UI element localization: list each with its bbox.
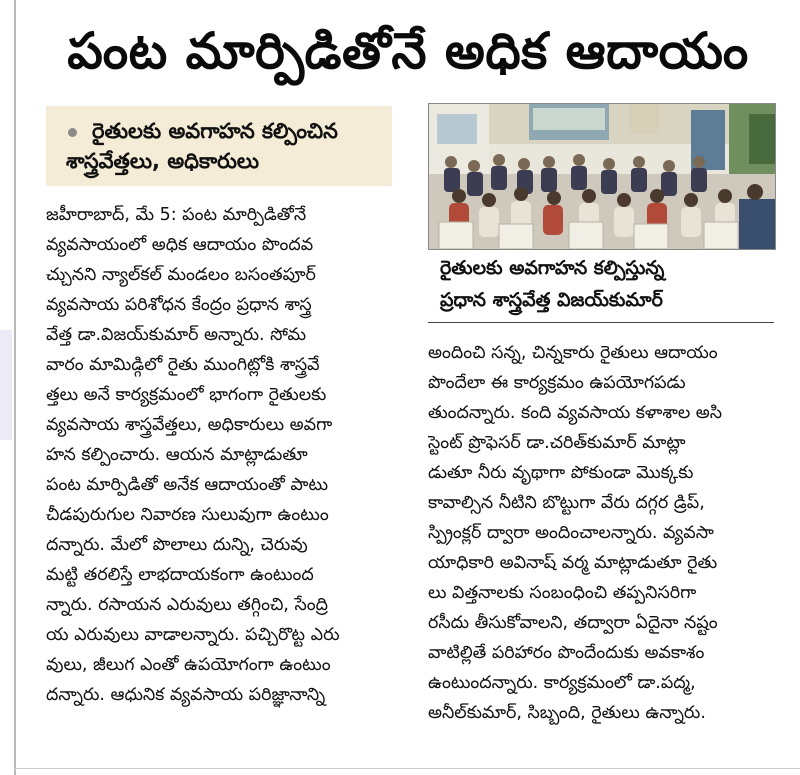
- body-line: దన్నారు. ఆధునిక వ్యవసాయ పరిజ్ఞానాన్ని: [46, 685, 326, 705]
- body-line: రసీదు తీసుకోవాలని, తద్వారా ఏదైనా నష్టం: [428, 613, 718, 633]
- body-line: స్ప్రింక్లర్ ద్వారా అందించాలన్నారు. వ్యవసా: [428, 523, 714, 543]
- bullet-icon: [68, 128, 77, 137]
- body-line: వాటిల్లితే పరిహారం పొందేందుకు అవకాశం: [428, 643, 705, 663]
- body-line: యాధికారి అవినాష్ వర్మ మాట్లాడుతూ రైతు: [428, 553, 718, 573]
- page-margin-tab: [0, 330, 12, 440]
- body-line: లు విత్తనాలకు సంబంధించి తప్పనిసరిగా: [428, 583, 697, 603]
- page-bottom-rule: [14, 768, 800, 769]
- body-line: వారం మామిడ్గిలో రైతు ముంగిట్లోకి శాస్త్రవే: [46, 355, 320, 375]
- body-line: హన కల్పించారు. ఆయన మాట్లాడుతూ: [46, 445, 308, 465]
- body-line: పంట మార్పిడితో అనేక ఆదాయంతో పాటు: [46, 475, 329, 495]
- subhead-line: శాస్త్రవేత్తలు, అధికారులు: [66, 149, 260, 173]
- article-subhead: [46, 106, 392, 186]
- body-line: చ్చునని న్యాల్‌కల్ మండలం బసంతపూర్: [46, 265, 316, 285]
- body-line: కావాల్సిన నీటిని బొట్టుగా వేరు దగ్గర డ్రిప్,: [428, 493, 705, 513]
- body-line: జహీరాబాద్, మే 5: పంట మార్పిడితోనే: [46, 205, 307, 225]
- body-line: డుతూ నీరు వృథాగా పోకుండా మొక్కకు: [428, 463, 694, 483]
- body-line: చీడపురుగుల నివారణ సులువుగా ఉంటుం: [46, 505, 329, 525]
- body-line: స్టెంట్ ప్రొఫెసర్ డా.చరిత్‌కుమార్ మాట్లా: [428, 433, 686, 453]
- subhead-line: రైతులకు అవగాహన కల్పించిన: [92, 119, 338, 143]
- body-line: త్తలు అనే కార్యక్రమంలో భాగంగా రైతులకు: [46, 385, 327, 405]
- article-headline: పంట మార్పిడితోనే అధిక ఆదాయం: [67, 22, 749, 80]
- article-body-right-column: [428, 338, 780, 728]
- body-line: పొందేలా ఈ కార్యక్రమం ఉపయోగపడు: [428, 373, 686, 393]
- body-line: అందించి సన్న, చిన్నకారు రైతులు ఆదాయం: [428, 343, 718, 363]
- body-line: వ్యవసాయ పరిశోధన కేంద్రం ప్రధాన శాస్త్ర: [46, 295, 312, 315]
- body-line: య ఎరువులు వాడాలన్నారు. పచ్చిరొట్ట ఎరు: [46, 625, 340, 645]
- body-line: మట్టి తరలిస్తే లాభదాయకంగా ఉంటుంద: [46, 565, 314, 585]
- article-photo: [428, 103, 776, 250]
- caption-line: రైతులకు అవగాహన కల్పిస్తున్న: [440, 257, 665, 279]
- caption-divider: [428, 322, 774, 323]
- body-line: వులు, జీలుగ ఎంతో ఉపయోగంగా ఉంటుం: [46, 655, 331, 675]
- body-line: వేత్త డా.విజయ్‌కుమార్ అన్నారు. సోమ: [46, 325, 306, 345]
- article-body-left-column: [46, 200, 410, 710]
- body-line: అనీల్‌కుమార్, సిబ్బంది, రైతులు ఉన్నారు.: [428, 703, 706, 723]
- photo-caption: [440, 252, 770, 322]
- body-line: దన్నారు. మేలో పొలాలు దున్ని, చెరువు: [46, 535, 308, 555]
- page-margin-rule: [14, 0, 16, 775]
- body-line: న్నారు. రసాయన ఎరువులు తగ్గించి, సేంద్రి: [46, 595, 329, 615]
- body-line: వ్యవసాయంలో అధిక ఆదాయం పొందవ: [46, 235, 314, 255]
- farmers-meeting-photo: [429, 104, 775, 249]
- body-line: తుందన్నారు. కంది వ్యవసాయ కళాశాల అసి: [428, 403, 723, 423]
- body-line: ఉంటుందన్నారు. కార్యక్రమంలో డా.పద్మ,: [428, 673, 696, 693]
- body-line: వ్యవసాయ శాస్త్రవేత్తలు, అధికారులు అవగా: [46, 415, 333, 435]
- caption-line: ప్రధాన శాస్త్రవేత్త విజయ్‌కుమార్: [440, 289, 663, 311]
